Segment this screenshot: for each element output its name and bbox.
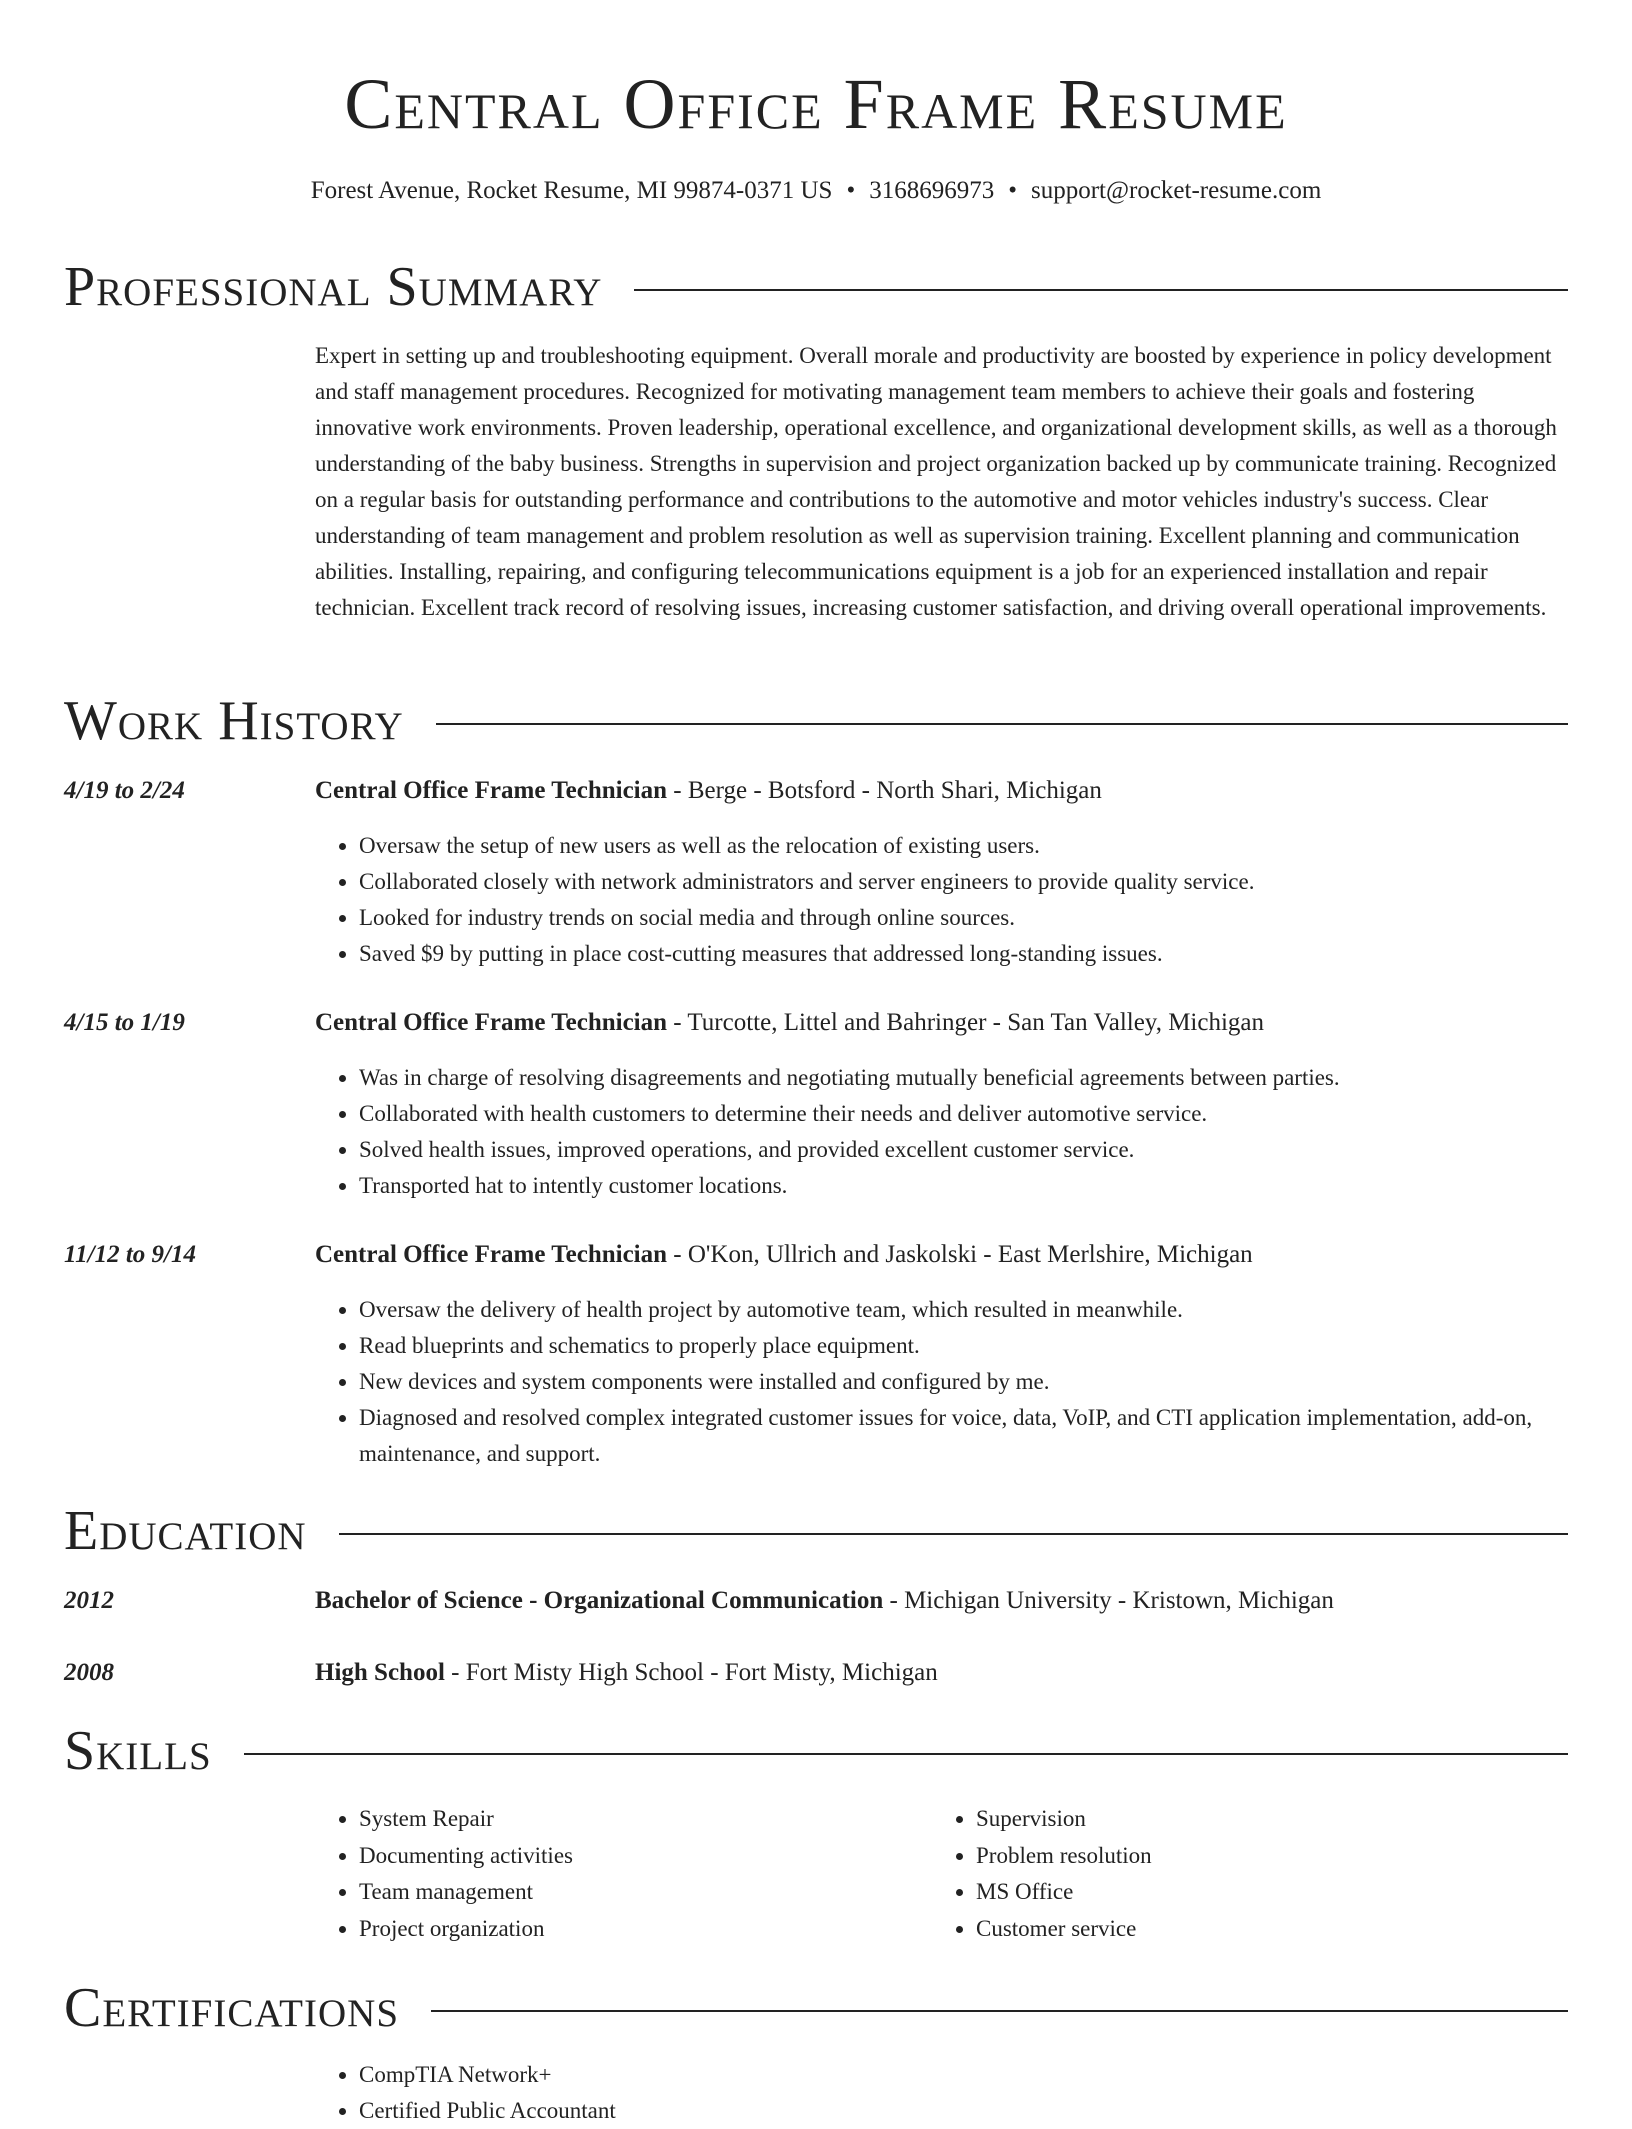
job-heading xyxy=(315,1237,1568,1273)
job-bullets xyxy=(315,1292,1568,1472)
contact-separator: • xyxy=(1008,177,1017,204)
list-item: • Solved health issues, improved operations, and provided excellent customer service. xyxy=(359,1132,1568,1168)
work-history-section-header xyxy=(64,688,1568,754)
skills-section-header xyxy=(64,1718,1568,1784)
skill-item: • Documenting activities xyxy=(359,1838,919,1875)
skill-item: • Supervision xyxy=(976,1801,1576,1838)
skill-item: • MS Office xyxy=(976,1874,1576,1911)
list-item: • Collaborated closely with network administrators and server engineers to provide quality service. xyxy=(359,864,1568,900)
list-item: • Read blueprints and schematics to properly place equipment. xyxy=(359,1328,1568,1364)
skills-list-right xyxy=(932,1801,1576,1947)
section-divider xyxy=(431,2010,1568,2012)
list-item: • Diagnosed and resolved complex integrated customer issues for voice, data, VoIP, and CTI application implementation, add-on, maintenance, and support. xyxy=(359,1400,1568,1472)
education-year: 2008 xyxy=(64,1659,114,1686)
job-employer: - O'Kon, Ullrich and Jaskolski - East Merlshire, Michigan xyxy=(667,1241,1253,1268)
certification-item: • CompTIA Network+ xyxy=(359,2057,1568,2093)
education-degree: Bachelor of Science - Organizational Communication xyxy=(315,1587,884,1614)
section-divider xyxy=(634,289,1568,291)
skill-item: • Team management xyxy=(359,1874,919,1911)
education-heading xyxy=(315,1655,1568,1691)
skills-heading: Skills xyxy=(64,1720,212,1782)
list-item: • New devices and system components were installed and configured by me. xyxy=(359,1364,1568,1400)
certifications-heading: Certifications xyxy=(64,1977,400,2039)
list-item: • Transported hat to intently customer locations. xyxy=(359,1168,1568,1204)
work-history-heading: Work History xyxy=(64,690,404,752)
skill-item: • System Repair xyxy=(359,1801,919,1838)
contact-line xyxy=(0,176,1632,206)
summary-heading: Professional Summary xyxy=(64,256,603,318)
education-school: - Michigan University - Kristown, Michigan xyxy=(883,1587,1334,1614)
list-item: • Oversaw the setup of new users as well as the relocation of existing users. xyxy=(359,828,1568,864)
section-divider xyxy=(436,723,1568,725)
job-dates: 4/19 to 2/24 xyxy=(64,777,185,804)
certification-item: • Certified Public Accountant xyxy=(359,2093,1568,2129)
summary-section-header xyxy=(64,254,1568,320)
education-degree: High School xyxy=(315,1659,445,1686)
job-heading xyxy=(315,1005,1568,1041)
education-heading: Education xyxy=(64,1500,307,1562)
skill-item: • Customer service xyxy=(976,1911,1576,1948)
section-divider xyxy=(339,1533,1568,1535)
list-item: • Looked for industry trends on social media and through online sources. xyxy=(359,900,1568,936)
summary-text: Expert in setting up and troubleshooting equipment. Overall morale and productivity are boosted by experience in policy development and staff management procedures. Recognized for motivating management team members to achieve their goals and fostering innovative work environments. Proven leadership, operational excellence, and organizational development skills, as well as a thorough understanding of the baby business. Strengths in supervision and project organization backed up by communicate training. Recognized on a regular basis for outstanding performance and contributions to the automotive and motor vehicles industry's success. Clear understanding of team management and problem resolution as well as supervision training. Excellent planning and communication abilities. Installing, repairing, and configuring telecommunications equipment is a job for an experienced installation and repair technician. Excellent track record of resolving issues, increasing customer satisfaction, and driving overall operational improvements. xyxy=(315,343,1557,620)
job-dates: 11/12 to 9/14 xyxy=(64,1241,196,1268)
list-item: • Collaborated with health customers to determine their needs and deliver automotive service. xyxy=(359,1096,1568,1132)
skills-list-left xyxy=(315,1801,919,1947)
contact-address: Forest Avenue, Rocket Resume, MI 99874-0371 US xyxy=(310,177,833,204)
job-bullets xyxy=(315,828,1568,972)
job-title: Central Office Frame Technician xyxy=(315,1241,668,1268)
certifications-section-header xyxy=(64,1975,1568,2041)
education-year: 2012 xyxy=(64,1587,114,1614)
job-employer: - Turcotte, Littel and Bahringer - San Tan Valley, Michigan xyxy=(667,1009,1265,1036)
list-item: • Was in charge of resolving disagreements and negotiating mutually beneficial agreements between parties. xyxy=(359,1060,1568,1096)
certifications-list xyxy=(315,2057,1568,2129)
job-title: Central Office Frame Technician xyxy=(315,777,668,804)
education-heading xyxy=(315,1583,1568,1619)
job-title: Central Office Frame Technician xyxy=(315,1009,668,1036)
contact-separator: • xyxy=(846,177,856,204)
contact-email: support@rocket-resume.com xyxy=(1030,177,1322,204)
education-school: - Fort Misty High School - Fort Misty, Michigan xyxy=(444,1659,938,1686)
resume-title: Central Office Frame Resume xyxy=(344,64,1288,144)
job-bullets xyxy=(315,1060,1568,1204)
job-heading xyxy=(315,773,1568,809)
contact-phone: 3168696973 xyxy=(869,177,995,204)
list-item: • Saved $9 by putting in place cost-cutting measures that addressed long-standing issues. xyxy=(359,936,1568,972)
job-employer: - Berge - Botsford - North Shari, Michigan xyxy=(667,777,1102,804)
skill-item: • Project organization xyxy=(359,1911,919,1948)
education-section-header xyxy=(64,1498,1568,1564)
skill-item: • Problem resolution xyxy=(976,1838,1576,1875)
section-divider xyxy=(244,1753,1568,1755)
job-dates: 4/15 to 1/19 xyxy=(64,1009,185,1036)
list-item: • Oversaw the delivery of health project by automotive team, which resulted in meanwhile. xyxy=(359,1292,1568,1328)
